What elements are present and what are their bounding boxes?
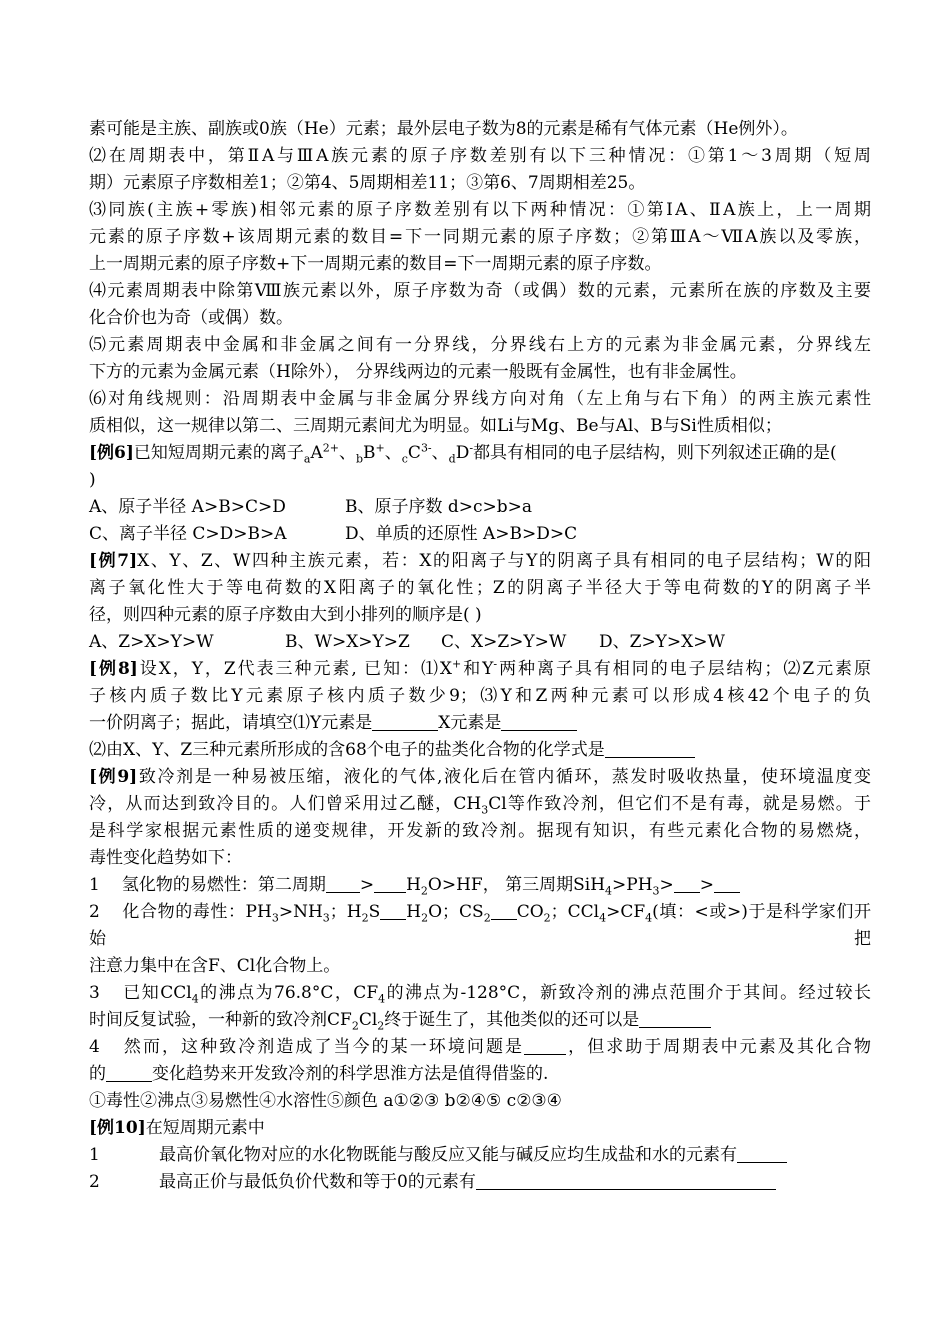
question-1: 1 氢化物的易燃性：第二周期 > $H_2O>HF$， 第三周期$SiH_4>PH_3>$ > <box>89 872 871 899</box>
blank-salt-formula[interactable] <box>605 739 695 758</box>
question-2: 2 最高正价与最低负价代数和等于0的元素有 <box>89 1169 871 1196</box>
option-c: C、离子半径 C>D>B>A <box>89 524 287 544</box>
question-4: 4 然而，这种致冷剂造成了当今的某一环境问题是 ，但求助于周期表中元素及其化合物 <box>89 1037 872 1057</box>
text-line: ⑷元素周期表中除第Ⅷ族元素以外，原子序数为奇（或偶）数的元素，元素所在族的序数及主要 <box>89 281 871 301</box>
question-3: 3 已知CCl$_4$的沸点为76.8°C，$CF_4$的沸点为-128°C，新致冷剂的沸点范围介于其间。经过较长 <box>89 983 872 1006</box>
text-line: 下方的元素为金属元素（H除外）， 分界线两边的元素一般既有金属性，也有非金属性。 <box>89 362 747 382</box>
text-line: 子核内质子数比Y元素原子核内质子数少9；⑶Y和Z两种元素可以形成4核42个电子的负 <box>89 686 871 706</box>
example-label: [例9] <box>89 767 138 787</box>
option-d: D、Z>Y>X>W <box>599 632 725 652</box>
answer-blank[interactable] <box>524 1036 566 1055</box>
blank-x-element[interactable] <box>501 712 577 731</box>
example-10-stem: [例10]在短周期元素中 <box>89 1118 265 1138</box>
example-label: [例10] <box>89 1118 146 1138</box>
answer-blank[interactable] <box>737 1144 787 1163</box>
options-row <box>89 494 871 521</box>
text-line: ⑹对角线规则：沿周期表中金属与非金属分界线方向对角（左上角与右下角）的两主族元素性 <box>89 389 871 409</box>
text-line: 毒性变化趋势如下： <box>89 848 242 868</box>
choices-line: ①毒性②沸点③易燃性④水溶性⑤颜色 a①②③ b②④⑤ c②③④ <box>89 1091 562 1111</box>
text-line: 化合价也为奇（或偶）数。 <box>89 308 293 328</box>
text-line: 注意力集中在含F、Cl化合物上。 <box>89 956 341 976</box>
example-label: [例8] <box>89 659 138 679</box>
example-9-stem: [例9]致冷剂是一种易被压缩，液化的气体,液化后在管内循环，蒸发时吸收热量，使环境温度变 <box>89 767 871 787</box>
text-line: 是科学家根据元素性质的递变规律，开发新的致冷剂。据现有知识，有些元素化合物的易燃烧， <box>89 821 871 841</box>
text-line: 径，则四种元素的原子序数由大到小排列的顺序是( ) <box>89 605 482 625</box>
answer-blank[interactable] <box>674 874 700 893</box>
answer-blank[interactable] <box>491 901 517 920</box>
text-line: 上一周期元素的原子序数+下一周期元素的数目=下一周期元素的原子序数。 <box>89 254 662 274</box>
option-c: C、X>Z>Y>W <box>441 632 567 652</box>
text-line: 时间反复试验，一种新的致冷剂$CF_2Cl_2$终于诞生了，其他类似的还可以是 <box>89 1007 871 1034</box>
option-a: A、原子半径 A>B>C>D <box>89 497 286 517</box>
text-line: 质相似，这一规律以第二、三周期元素间尤为明显。如Li与Mg、Be与Al、B与Si性质相似； <box>89 416 782 436</box>
document-page <box>89 116 871 1196</box>
answer-blank[interactable] <box>106 1063 152 1082</box>
example-label: [例7] <box>89 551 138 571</box>
text-line: 一价阴离子；据此，请填空⑴Y元素是 X元素是 <box>89 710 871 737</box>
text-line: 的 变化趋势来开发致冷剂的科学思淮方法是值得借鉴的. <box>89 1064 549 1084</box>
text-line: ⑵在周期表中，第ⅡA与ⅢA族元素的原子序数差别有以下三种情况：①第1～3周期（短周 <box>89 146 871 166</box>
text-line: ⑵由X、Y、Z三种元素所形成的含68个电子的盐类化合物的化学式是 <box>89 737 871 764</box>
text-line: 离子氧化性大于等电荷数的X阳离子的氧化性；Z的阴离子半径大于等电荷数的Y的阴离子半 <box>89 578 871 598</box>
options-row <box>89 521 871 548</box>
option-b: B、原子序数 d>c>b>a <box>345 497 533 517</box>
answer-blank[interactable] <box>476 1171 776 1190</box>
blank-y-element[interactable] <box>372 712 438 731</box>
text-line: 期）元素原子序数相差1；②第4、5周期相差11；③第6、7周期相差25。 <box>89 173 646 193</box>
answer-blank[interactable] <box>714 874 740 893</box>
option-b: B、W>X>Y>Z <box>285 632 410 652</box>
option-d: D、单质的还原性 A>B>D>C <box>345 524 578 544</box>
question-1: 1 最高价氧化物对应的水化物既能与酸反应又能与碱反应均生成盐和水的元素有 <box>89 1142 871 1169</box>
example-6-stem: [例6]已知短周期元素的离子$_aA^{2+}$、$_b$B+、$_cC^{3-}$、$_d$D-都具有相同的电子层结构，则下列叙述正确的是( <box>89 441 837 466</box>
answer-blank[interactable] <box>639 1009 711 1028</box>
answer-blank[interactable] <box>374 874 406 893</box>
example-label: [例6] <box>89 443 134 463</box>
text-line: 元素的原子序数+该周期元素的数目=下一同期元素的原子序数；②第ⅢA～ⅦA族以及零族， <box>89 227 871 247</box>
text-line: 冷，从而达到致冷目的。人们曾采用过乙醚，$CH_3Cl$等作致冷剂，但它们不是有毒，就是易燃。于 <box>89 794 871 817</box>
text-line: ⑸元素周期表中金属和非金属之间有一分界线，分界线右上方的元素为非金属元素，分界线左 <box>89 335 871 355</box>
text-line: ⑶同族(主族+零族)相邻元素的原子序数差别有以下两种情况：①第ⅠA、ⅡA族上，上一周期 <box>89 200 871 220</box>
options-row <box>89 629 871 656</box>
answer-blank[interactable] <box>380 901 406 920</box>
answer-blank[interactable] <box>326 874 360 893</box>
text-line: 素可能是主族、副族或0族（He）元素；最外层电子数为8的元素是稀有气体元素（He例外）。 <box>89 119 798 139</box>
question-2: 2 化合物的毒性：$PH_3>NH_3$；$H_2S$ $H_2O$；$CS_2$ $CO_2$；$CCl_4>CF_4$(填：<或>)于是科学家们开始把 <box>89 902 871 949</box>
option-a: A、Z>X>Y>W <box>89 632 214 652</box>
example-8-stem: [例8]设X，Y，Z代表三种元素, 已知：⑴X+和Y-两种离子具有相同的电子层结构；⑵Z元素原 <box>89 657 872 679</box>
example-7-stem: [例7]X、Y、Z、W四种主族元素，若：X的阳离子与Y的阴离子具有相同的电子层结构；W的阳 <box>89 551 871 571</box>
text-line: ) <box>89 470 96 490</box>
